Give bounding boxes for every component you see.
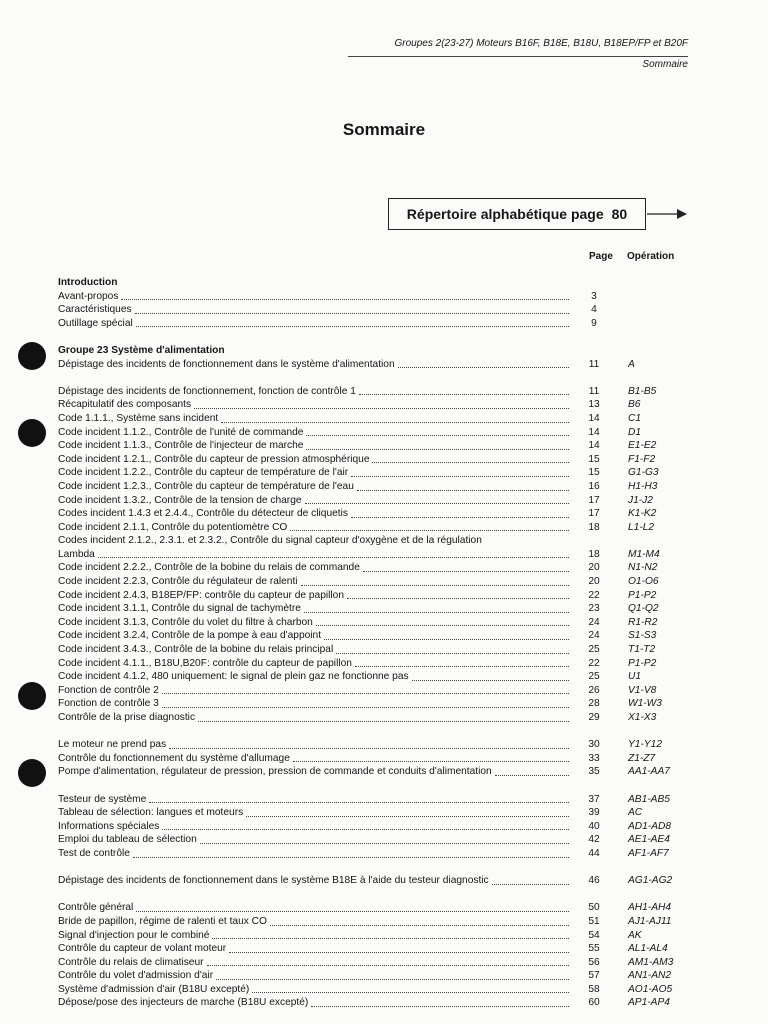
entry-operation: AK bbox=[628, 929, 642, 941]
dot-leader bbox=[351, 517, 569, 518]
entry-title: Dépistage des incidents de fonctionnement, fonction de contrôle 1 bbox=[58, 385, 356, 397]
entry-title: Outillage spécial bbox=[58, 317, 133, 329]
entry-title: Code incident 3.2.4, Contrôle de la pompe à eau d'appoint bbox=[58, 630, 322, 642]
entry-operation: AM1-AM3 bbox=[628, 956, 674, 968]
entry-operation: G1-G3 bbox=[628, 467, 659, 479]
entry-operation: N1-N2 bbox=[628, 562, 658, 574]
entry-title: Pompe d'alimentation, régulateur de pression, pression de commande et conduits d'alimentation bbox=[58, 766, 492, 778]
entry-title: Système d'admission d'air (B18U excepté) bbox=[58, 983, 250, 995]
toc-entry bbox=[58, 439, 698, 453]
entry-title: Code incident 2.2.3, Contrôle du régulateur de ralenti bbox=[58, 576, 298, 588]
dot-leader bbox=[355, 666, 569, 667]
dot-leader bbox=[200, 843, 569, 844]
entry-title: Code incident 1.2.1., Contrôle du capteur de pression atmosphérique bbox=[58, 453, 370, 465]
entry-page: 35 bbox=[588, 766, 600, 778]
toc-entry bbox=[58, 534, 698, 548]
dot-leader bbox=[135, 313, 569, 314]
entry-title: Tableau de sélection: langues et moteurs bbox=[58, 807, 244, 819]
entry-page: 51 bbox=[588, 915, 600, 927]
toc-entry bbox=[58, 290, 698, 304]
page-title: Sommaire bbox=[342, 120, 426, 139]
entry-operation: O1-O6 bbox=[628, 576, 659, 588]
toc-entry bbox=[58, 874, 698, 888]
entry-operation: P1-P2 bbox=[628, 657, 657, 669]
entry-operation: X1-X3 bbox=[628, 712, 657, 723]
entry-title: Avant-propos bbox=[58, 290, 119, 302]
toc-entry bbox=[58, 670, 698, 684]
entry-page: 22 bbox=[588, 589, 600, 601]
toc-entry bbox=[58, 657, 698, 671]
dot-leader bbox=[98, 557, 569, 558]
toc-entry bbox=[58, 521, 698, 535]
entry-page: 11 bbox=[588, 358, 600, 370]
dot-leader bbox=[351, 476, 569, 477]
entry-operation: P1-P2 bbox=[628, 589, 657, 601]
entry-title: Contrôle du fonctionnement du système d'allumage bbox=[58, 752, 290, 764]
entry-title: Code incident 1.3.2., Contrôle de la tension de charge bbox=[58, 494, 302, 506]
spacer bbox=[58, 371, 698, 385]
entry-page: 25 bbox=[588, 671, 600, 683]
entry-operation: AN1-AN2 bbox=[628, 970, 672, 982]
toc-entry bbox=[58, 317, 698, 331]
toc-entry bbox=[58, 385, 698, 399]
entry-page: 37 bbox=[588, 793, 600, 805]
entry-operation: L1-L2 bbox=[628, 521, 655, 533]
dot-leader bbox=[207, 965, 569, 966]
dot-leader bbox=[290, 530, 569, 531]
dot-leader bbox=[311, 1006, 569, 1007]
entry-operation: B1-B5 bbox=[628, 385, 657, 397]
toc-entry bbox=[58, 602, 698, 616]
toc-entry bbox=[58, 412, 698, 426]
entry-page: 14 bbox=[588, 440, 600, 452]
entry-operation: AE1-AE4 bbox=[628, 834, 670, 846]
entry-page: 16 bbox=[588, 480, 600, 492]
entry-page: 30 bbox=[588, 739, 600, 751]
toc-entry bbox=[58, 494, 698, 508]
entry-page: 25 bbox=[588, 644, 600, 656]
entry-title: Informations spéciales bbox=[58, 820, 160, 832]
entry-page: 26 bbox=[588, 684, 600, 696]
entry-operation: E1-E2 bbox=[628, 440, 657, 452]
dot-leader bbox=[121, 299, 569, 300]
entry-operation: AA1-AA7 bbox=[628, 766, 670, 778]
entry-operation: F1-F2 bbox=[628, 453, 656, 465]
entry-title: Testeur de système bbox=[58, 793, 147, 805]
toc-entry bbox=[58, 793, 698, 807]
binder-hole bbox=[18, 419, 46, 447]
toc-entry bbox=[58, 929, 698, 943]
dot-leader bbox=[305, 503, 569, 504]
entry-page: 33 bbox=[588, 752, 600, 764]
dot-leader bbox=[194, 408, 569, 409]
entry-title: Code incident 3.1.1, Contrôle du signal de tachymètre bbox=[58, 603, 301, 615]
section-heading bbox=[58, 344, 698, 358]
dot-leader bbox=[412, 680, 569, 681]
entry-page: 22 bbox=[588, 657, 600, 669]
entry-page: 28 bbox=[588, 698, 600, 710]
toc-entry bbox=[58, 820, 698, 834]
toc-entry bbox=[58, 398, 698, 412]
dot-leader bbox=[324, 639, 569, 640]
entry-title: Contrôle du capteur de volant moteur bbox=[58, 943, 227, 955]
toc-entry bbox=[58, 983, 698, 997]
toc-entry bbox=[58, 697, 698, 711]
running-header-section: Sommaire bbox=[348, 56, 688, 70]
entry-title: Contrôle du relais de climatiseur bbox=[58, 956, 204, 968]
entry-title: Code incident 1.2.3., Contrôle du capteur de température de l'eau bbox=[58, 480, 354, 492]
entry-page: 23 bbox=[588, 603, 600, 615]
repertoire-label: Répertoire alphabétique page bbox=[406, 206, 604, 222]
dot-leader bbox=[306, 435, 569, 436]
binder-hole bbox=[18, 759, 46, 787]
binder-hole bbox=[18, 342, 46, 370]
toc-entry bbox=[58, 629, 698, 643]
dot-leader bbox=[357, 490, 569, 491]
toc-entry bbox=[58, 969, 698, 983]
entry-title: Groupe 23 Système d'alimentation bbox=[58, 344, 225, 356]
entry-operation: T1-T2 bbox=[628, 644, 656, 656]
entry-page: 17 bbox=[588, 494, 600, 506]
entry-page: 29 bbox=[588, 712, 600, 723]
entry-page: 39 bbox=[588, 807, 600, 819]
toc-entry bbox=[58, 956, 698, 970]
entry-operation: A bbox=[628, 358, 635, 370]
dot-leader bbox=[495, 775, 569, 776]
toc-entry bbox=[58, 711, 698, 725]
entry-title: Code incident 2.4.3, B18EP/FP: contrôle du capteur de papillon bbox=[58, 589, 345, 601]
dot-leader bbox=[169, 748, 569, 749]
toc-entry bbox=[58, 453, 698, 467]
entry-title: Code incident 2.2.2., Contrôle de la bobine du relais de commande bbox=[58, 562, 360, 574]
entry-title: Signal d'injection pour le combiné bbox=[58, 929, 210, 941]
entry-page: 15 bbox=[588, 467, 600, 479]
entry-page: 13 bbox=[588, 399, 600, 411]
toc-entry bbox=[58, 466, 698, 480]
entry-operation: U1 bbox=[628, 671, 642, 683]
dot-leader bbox=[149, 802, 569, 803]
entry-page: 11 bbox=[588, 385, 600, 397]
entry-operation: AD1-AD8 bbox=[628, 820, 672, 832]
entry-page: 40 bbox=[588, 820, 600, 832]
entry-title: Code incident 2.1.1, Contrôle du potentiomètre CO bbox=[58, 521, 288, 533]
table-of-contents bbox=[58, 276, 698, 1010]
entry-title: Test de contrôle bbox=[58, 847, 130, 859]
entry-title: Code incident 3.4.3., Contrôle de la bobine du relais principal bbox=[58, 644, 334, 656]
toc-entry bbox=[58, 507, 698, 521]
entry-title: Code incident 1.1.2., Contrôle de l'unité de commande bbox=[58, 426, 304, 438]
entry-operation: Q1-Q2 bbox=[628, 603, 659, 615]
entry-page: 54 bbox=[588, 929, 600, 941]
entry-page: 15 bbox=[588, 453, 600, 465]
entry-operation: AC bbox=[628, 807, 643, 819]
spacer bbox=[58, 779, 698, 793]
entry-page: 42 bbox=[588, 834, 600, 846]
dot-leader bbox=[198, 721, 569, 722]
repertoire-box bbox=[388, 198, 646, 230]
entry-title: Dépistage des incidents de fonctionnement dans le système B18E à l'aide du testeur diagnostic bbox=[58, 875, 489, 887]
entry-page: 58 bbox=[588, 983, 600, 995]
entry-page: 24 bbox=[588, 630, 600, 642]
entry-operation: C1 bbox=[628, 412, 642, 424]
toc-entry bbox=[58, 942, 698, 956]
toc-entry bbox=[58, 901, 698, 915]
entry-page: 60 bbox=[588, 997, 600, 1009]
toc-entry bbox=[58, 752, 698, 766]
column-header-operation: Opération bbox=[627, 251, 675, 262]
entry-operation: AG1-AG2 bbox=[628, 875, 673, 887]
entry-title: Code 1.1.1., Système sans incident bbox=[58, 412, 219, 424]
toc-entry bbox=[58, 548, 698, 562]
entry-page: 56 bbox=[588, 956, 600, 968]
dot-leader bbox=[363, 571, 569, 572]
toc-entry bbox=[58, 561, 698, 575]
entry-operation: AO1-AO5 bbox=[628, 983, 673, 995]
dot-leader bbox=[316, 625, 569, 626]
entry-operation: J1-J2 bbox=[628, 494, 653, 506]
dot-leader bbox=[252, 992, 569, 993]
dot-leader bbox=[229, 952, 569, 953]
dot-leader bbox=[136, 326, 569, 327]
entry-page: 14 bbox=[588, 426, 600, 438]
toc-entry bbox=[58, 426, 698, 440]
dot-leader bbox=[359, 394, 569, 395]
dot-leader bbox=[136, 911, 569, 912]
entry-page: 3 bbox=[591, 290, 597, 302]
dot-leader bbox=[492, 884, 569, 885]
entry-operation: D1 bbox=[628, 426, 642, 438]
entry-operation: AF1-AF7 bbox=[628, 847, 669, 859]
entry-title: Récapitulatif des composants bbox=[58, 399, 192, 411]
toc-entry bbox=[58, 996, 698, 1010]
dot-leader bbox=[293, 761, 569, 762]
entry-page: 14 bbox=[588, 412, 600, 424]
toc-entry bbox=[58, 738, 698, 752]
entry-title: Code incident 4.1.1., B18U,B20F: contrôle du capteur de papillon bbox=[58, 657, 352, 669]
entry-page: 24 bbox=[588, 616, 600, 628]
dot-leader bbox=[306, 449, 569, 450]
toc-entry bbox=[58, 765, 698, 779]
spacer bbox=[58, 725, 698, 739]
dot-leader bbox=[162, 829, 569, 830]
entry-page: 20 bbox=[588, 562, 600, 574]
spacer bbox=[58, 330, 698, 344]
entry-page: 18 bbox=[588, 521, 600, 533]
entry-title: Contrôle de la prise diagnostic bbox=[58, 712, 196, 723]
entry-page: 17 bbox=[588, 508, 600, 520]
entry-title: Lambda bbox=[58, 548, 95, 560]
dot-leader bbox=[221, 422, 569, 423]
dot-leader bbox=[301, 585, 569, 586]
entry-title: Fonction de contrôle 3 bbox=[58, 698, 159, 710]
dot-leader bbox=[398, 367, 569, 368]
entry-operation: Y1-Y12 bbox=[628, 739, 662, 751]
entry-title: Codes incident 1.4.3 et 2.4.4., Contrôle du détecteur de cliquetis bbox=[58, 508, 348, 520]
entry-title: Code incident 1.1.3., Contrôle de l'injecteur de marche bbox=[58, 440, 304, 452]
dot-leader bbox=[270, 925, 569, 926]
binder-hole bbox=[18, 682, 46, 710]
entry-page: 50 bbox=[588, 902, 600, 914]
dot-leader bbox=[162, 707, 569, 708]
entry-title: Contrôle général bbox=[58, 902, 134, 914]
entry-title: Code incident 3.1.3, Contrôle du volet du filtre à charbon bbox=[58, 616, 313, 628]
entry-page: 20 bbox=[588, 576, 600, 588]
toc-entry bbox=[58, 589, 698, 603]
toc-entry bbox=[58, 847, 698, 861]
dot-leader bbox=[246, 816, 569, 817]
dot-leader bbox=[347, 598, 569, 599]
entry-page: 18 bbox=[588, 548, 600, 560]
entry-title: Bride de papillon, régime de ralenti et taux CO bbox=[58, 915, 267, 927]
dot-leader bbox=[212, 938, 569, 939]
entry-operation: W1-W3 bbox=[628, 698, 662, 710]
toc-entry bbox=[58, 684, 698, 698]
spacer bbox=[58, 861, 698, 875]
toc-entry bbox=[58, 358, 698, 372]
entry-title: Introduction bbox=[58, 277, 118, 288]
entry-title: Contrôle du volet d'admission d'air bbox=[58, 970, 214, 982]
toc-entry bbox=[58, 480, 698, 494]
toc-entry bbox=[58, 303, 698, 317]
entry-page: 55 bbox=[588, 943, 600, 955]
entry-title: Dépose/pose des injecteurs de marche (B18U excepté) bbox=[58, 997, 309, 1009]
entry-operation: H1-H3 bbox=[628, 480, 658, 492]
entry-title: Caractéristiques bbox=[58, 304, 132, 316]
entry-title: Code incident 1.2.2., Contrôle du capteur de température de l'air bbox=[58, 467, 349, 479]
entry-title: Codes incident 2.1.2., 2.3.1. et 2.3.2., Contrôle du signal capteur d'oxygène et de la régulation bbox=[58, 535, 482, 547]
entry-operation: R1-R2 bbox=[628, 616, 658, 628]
entry-title: Le moteur ne prend pas bbox=[58, 739, 167, 751]
toc-entry bbox=[58, 806, 698, 820]
entry-operation: Z1-Z7 bbox=[628, 752, 656, 764]
entry-page: 44 bbox=[588, 847, 600, 859]
dot-leader bbox=[216, 979, 569, 980]
running-header: Groupes 2(23-27) Moteurs B16F, B18E, B18U, B18EP/FP et B20F bbox=[394, 38, 688, 49]
entry-operation: M1-M4 bbox=[628, 548, 660, 560]
entry-title: Emploi du tableau de sélection bbox=[58, 834, 197, 846]
entry-operation: AH1-AH4 bbox=[628, 902, 672, 914]
entry-operation: S1-S3 bbox=[628, 630, 657, 642]
toc-entry bbox=[58, 915, 698, 929]
toc-entry bbox=[58, 575, 698, 589]
toc-entry bbox=[58, 616, 698, 630]
entry-title: Fonction de contrôle 2 bbox=[58, 684, 159, 696]
entry-title: Code incident 4.1.2, 480 uniquement: le signal de plein gaz ne fonctionne pas bbox=[58, 671, 409, 683]
dot-leader bbox=[304, 612, 569, 613]
entry-operation: V1-V8 bbox=[628, 684, 657, 696]
dot-leader bbox=[336, 653, 569, 654]
dot-leader bbox=[162, 693, 569, 694]
arrow-right-icon bbox=[647, 204, 687, 224]
entry-title: Dépistage des incidents de fonctionnement dans le système d'alimentation bbox=[58, 358, 395, 370]
toc-entry bbox=[58, 833, 698, 847]
spacer bbox=[58, 888, 698, 902]
toc-entry bbox=[58, 643, 698, 657]
entry-operation: AJ1-AJ11 bbox=[628, 915, 672, 927]
entry-page: 9 bbox=[591, 317, 597, 329]
entry-page: 46 bbox=[588, 875, 600, 887]
entry-operation: B6 bbox=[628, 399, 641, 411]
dot-leader bbox=[133, 857, 569, 858]
column-header-page: Page bbox=[589, 251, 613, 262]
entry-operation: AL1-AL4 bbox=[628, 943, 668, 955]
entry-page: 4 bbox=[591, 304, 597, 316]
dot-leader bbox=[372, 462, 569, 463]
entry-page: 57 bbox=[588, 970, 600, 982]
entry-operation: AP1-AP4 bbox=[628, 997, 670, 1009]
section-heading bbox=[58, 276, 698, 290]
repertoire-page: 80 bbox=[611, 206, 628, 222]
entry-operation: K1-K2 bbox=[628, 508, 657, 520]
entry-operation: AB1-AB5 bbox=[628, 793, 670, 805]
